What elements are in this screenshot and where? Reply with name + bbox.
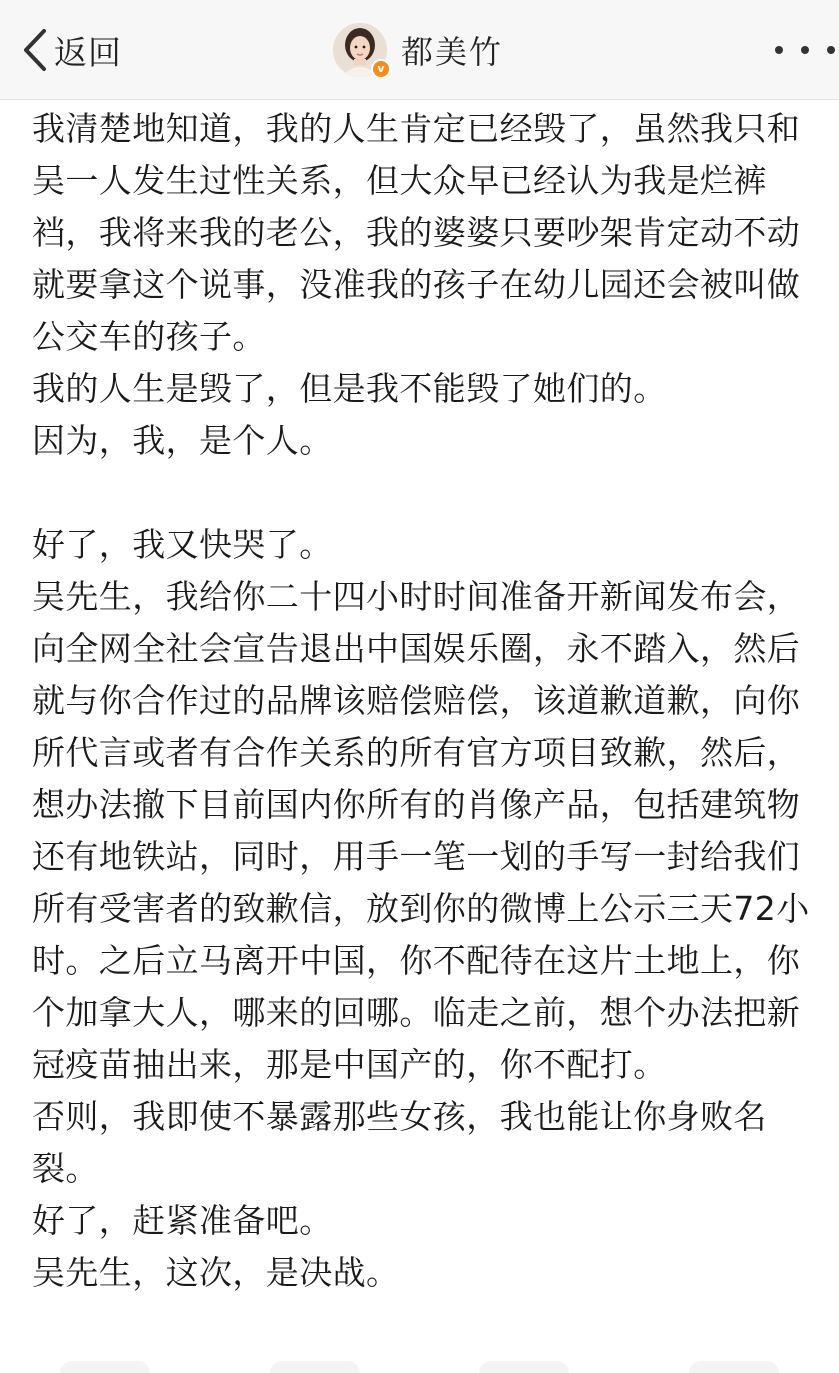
verified-badge: v	[371, 59, 391, 79]
back-label: 返回	[54, 32, 122, 72]
profile-header[interactable]	[333, 22, 503, 78]
post-paragraph: 吴先生，我给你二十四小时时间准备开新闻发布会，向全网全社会宣告退出中国娱乐圈，永不踏入，然后就与你合作过的品牌该赔偿赔偿，该道歉道歉，向你所代言或者有合作关系的所有官方项目致歉，然后，想办法撤下目前国内你所有的肖像产品，包括建筑物还有地铁站，同时，用手一笔一划的手写一封给我们所有受害者的致歉信，放到你的微博上公示三天72小时。之后立马离开中国，你不配待在这片土地上，你个加拿大人，哪来的回哪。临走之前，想个办法把新冠疫苗抽出来，那是中国产的，你不配打。	[32, 577, 810, 1084]
post-paragraph: 吴先生，这次，是决战。	[32, 1253, 400, 1292]
post-paragraph: 否则，我即使不暴露那些女孩，我也能让你身败名裂。	[32, 1097, 767, 1188]
avatar[interactable]	[333, 23, 387, 77]
more-horizontal-icon	[775, 46, 783, 54]
more-horizontal-icon	[801, 46, 809, 54]
like-button-edge[interactable]	[479, 1361, 569, 1373]
post-body	[32, 103, 832, 1299]
comment-button-edge[interactable]	[270, 1361, 360, 1373]
profile-name[interactable]: 都美竹	[401, 33, 504, 71]
post-paragraph: 因为，我，是个人。	[32, 421, 333, 460]
paragraph-spacer	[32, 467, 832, 519]
chevron-left-icon	[22, 28, 48, 72]
repost-button-edge[interactable]	[60, 1361, 150, 1373]
more-button[interactable]	[775, 28, 835, 72]
top-navigation-bar	[0, 0, 839, 100]
more-horizontal-icon	[827, 46, 835, 54]
post-paragraph: 好了，赶紧准备吧。	[32, 1201, 333, 1240]
bottom-action-bar-edge	[0, 1358, 839, 1373]
share-button-edge[interactable]	[689, 1361, 779, 1373]
back-button[interactable]	[22, 24, 122, 76]
post-paragraph: 我清楚地知道，我的人生肯定已经毁了，虽然我只和吴一人发生过性关系，但大众早已经认为我是烂裤裆，我将来我的老公，我的婆婆只要吵架肯定动不动就要拿这个说事，没准我的孩子在幼儿园还会被叫做公交车的孩子。	[32, 109, 801, 356]
post-paragraph: 好了，我又快哭了。	[32, 525, 333, 564]
post-paragraph: 我的人生是毁了，但是我不能毁了她们的。	[32, 369, 667, 408]
